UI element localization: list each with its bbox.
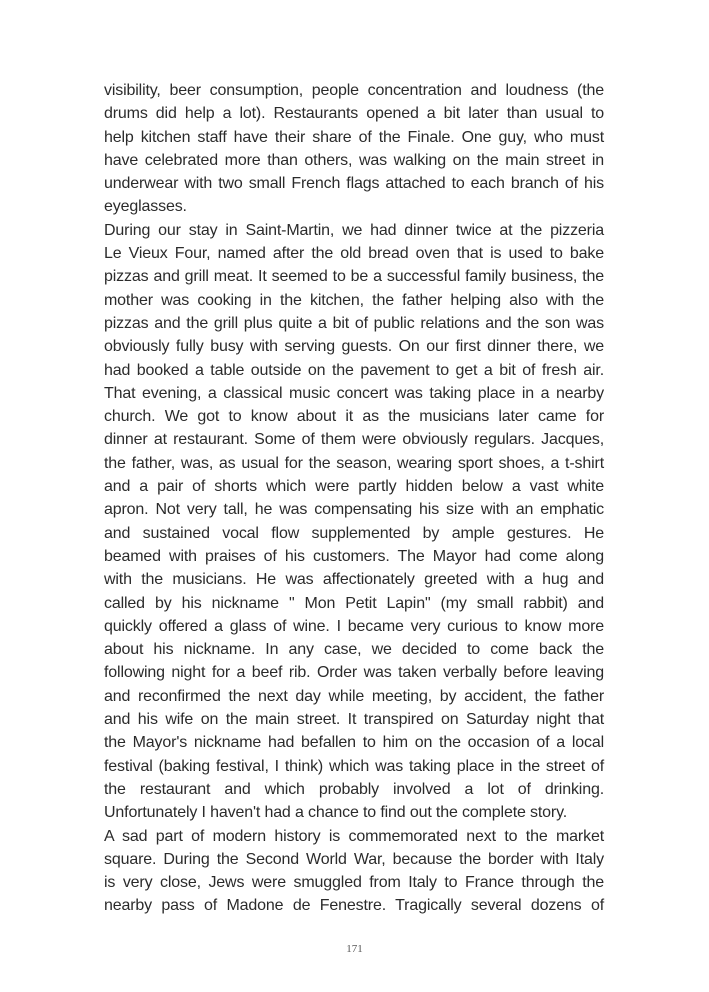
text-line: During our stay in Saint-Martin, we had dinner twice at the pizzeria: [104, 221, 604, 239]
text-line: That evening, a classical music concert was taking place in a nearby: [104, 384, 604, 402]
text-line: Le Vieux Four, named after the old bread oven that is used to bake: [104, 245, 604, 263]
text-line: had booked a table outside on the pavement to get a bit of fresh air.: [104, 361, 604, 379]
text-line: underwear with two small French flags attached to each branch of his: [104, 175, 604, 193]
text-line: following night for a beef rib. Order was taken verbally before leaving: [104, 664, 604, 682]
text-line: quickly offered a glass of wine. I became very curious to know more: [104, 617, 604, 635]
text-line: nearby pass of Madone de Fenestre. Tragically several dozens of: [104, 897, 604, 915]
text-line: the father, was, as usual for the season, wearing sport shoes, a t-shirt: [104, 454, 604, 472]
text-line: the Mayor's nickname had befallen to him on the occasion of a local: [104, 734, 604, 752]
text-line: help kitchen staff have their share of the Finale. One guy, who must: [104, 128, 604, 146]
text-line: church. We got to know about it as the musicians later came for: [104, 408, 604, 426]
page-number: 171: [346, 943, 363, 955]
text-line: about his nickname. In any case, we decided to come back the: [104, 641, 604, 659]
text-line: and a pair of shorts which were partly hidden below a vast white: [104, 478, 604, 496]
text-line: beamed with praises of his customers. The Mayor had come along: [104, 547, 604, 565]
text-line: eyeglasses.: [104, 198, 187, 216]
text-line: drums did help a lot). Restaurants opened a bit later than usual to: [104, 105, 604, 123]
text-line: mother was cooking in the kitchen, the father helping also with the: [104, 291, 604, 309]
text-line: pizzas and the grill plus quite a bit of public relations and the son was: [104, 314, 604, 332]
text-line: A sad part of modern history is commemorated next to the market: [104, 827, 604, 845]
text-line: and sustained vocal flow supplemented by ample gestures. He: [104, 524, 604, 542]
text-line: with the musicians. He was affectionately greeted with a hug and: [104, 571, 604, 589]
body-text: [104, 79, 604, 918]
text-line: and his wife on the main street. It transpired on Saturday night that: [104, 711, 604, 729]
text-line: visibility, beer consumption, people concentration and loudness (the: [104, 82, 604, 99]
text-line: Unfortunately I haven't had a chance to find out the complete story.: [104, 804, 568, 822]
text-line: pizzas and grill meat. It seemed to be a successful family business, the: [104, 268, 604, 286]
text-line: square. During the Second World War, because the border with Italy: [104, 850, 604, 868]
text-line: festival (baking festival, I think) which was taking place in the street of: [104, 757, 604, 775]
text-line: dinner at restaurant. Some of them were obviously regulars. Jacques,: [104, 431, 604, 449]
text-line: is very close, Jews were smuggled from Italy to France through the: [104, 874, 604, 892]
text-line: the restaurant and which probably involved a lot of drinking.: [104, 780, 604, 798]
text-line: called by his nickname " Mon Petit Lapin" (my small rabbit) and: [104, 594, 604, 612]
text-line: obviously fully busy with serving guests. On our first dinner there, we: [104, 338, 604, 356]
text-line: have celebrated more than others, was walking on the main street in: [104, 151, 604, 169]
text-line: and reconfirmed the next day while meeting, by accident, the father: [104, 687, 604, 705]
text-line: apron. Not very tall, he was compensating his size with an emphatic: [104, 501, 604, 519]
